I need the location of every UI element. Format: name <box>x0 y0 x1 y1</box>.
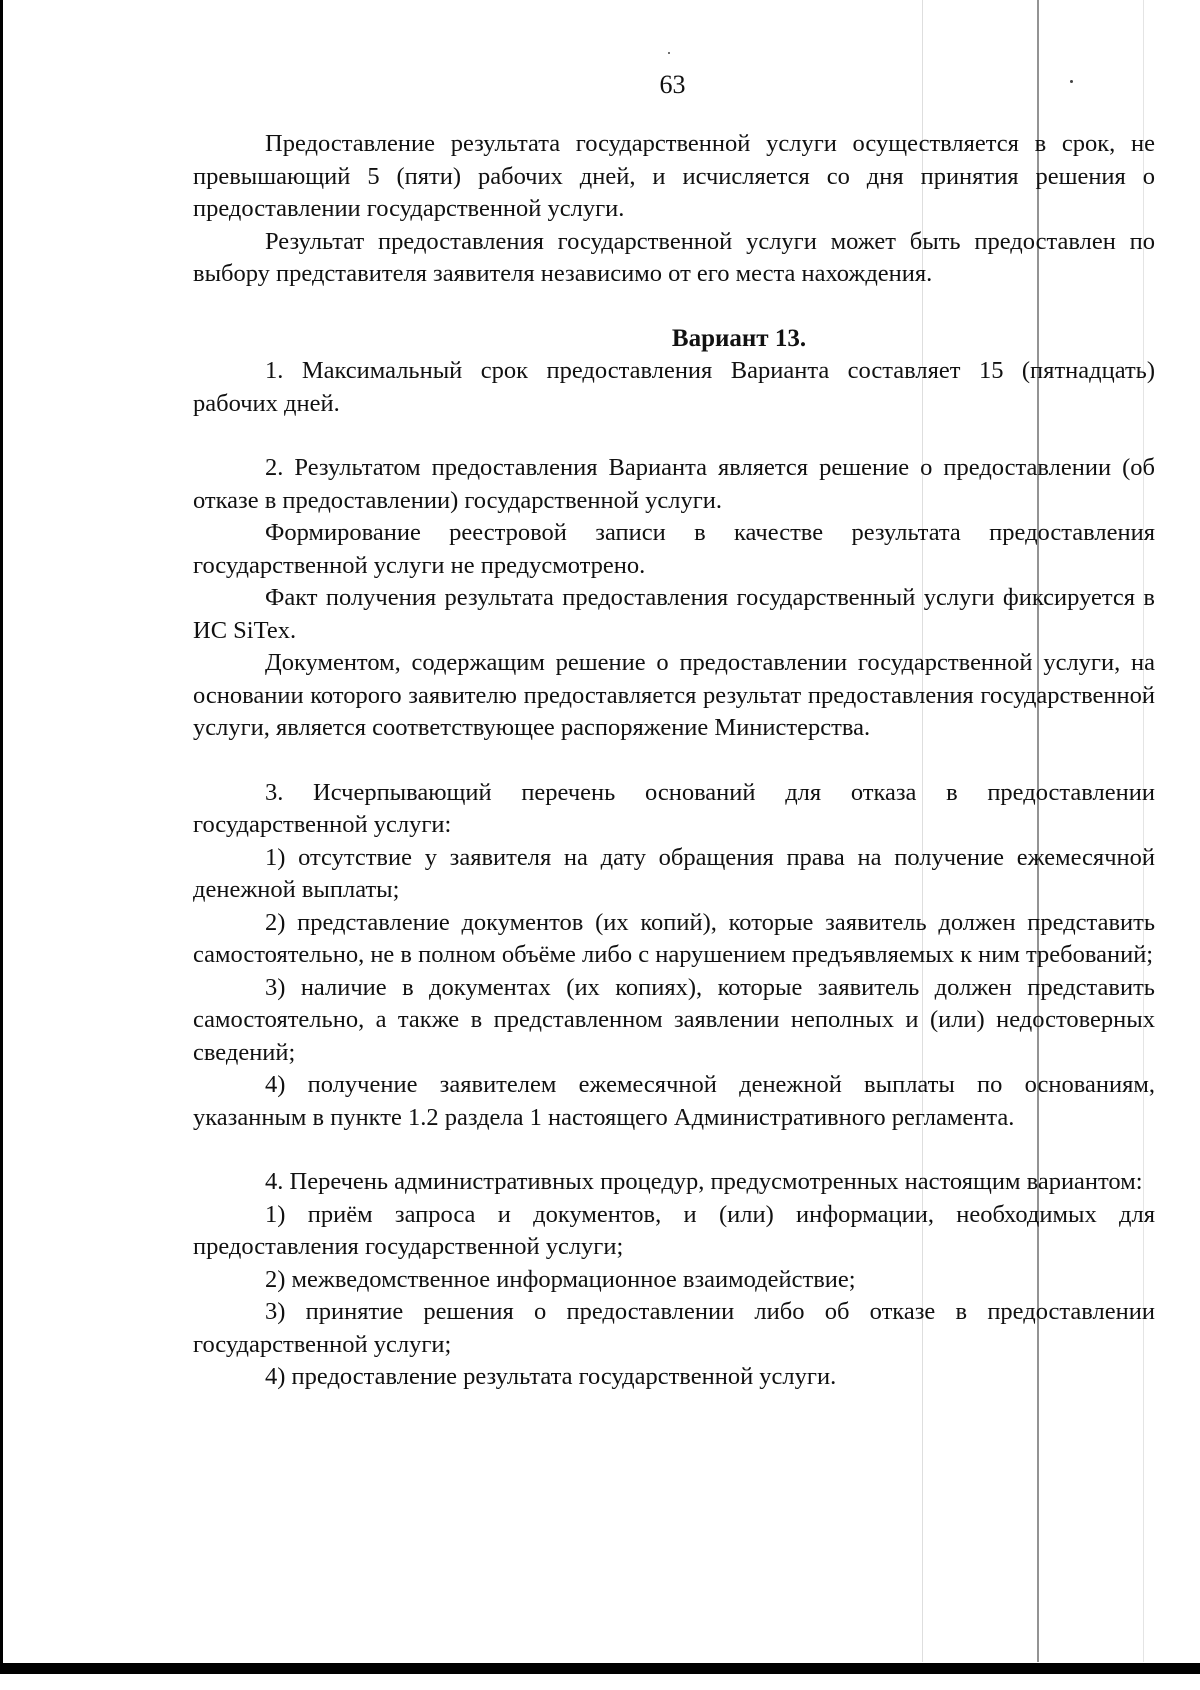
procedure-2: 2) межведомственное информационное взаимодействие; <box>265 1265 856 1293</box>
scan-bottom-edge <box>0 1663 1200 1674</box>
procedure-3: 3) принятие решения о предоставлении либо об отказе в предоставлении государственной услуги; <box>193 1298 1155 1358</box>
refusal-ground-3: 3) наличие в документах (их копиях), которые заявитель должен представить самостоятельно, а также в представленном заявлении неполных и (или) недостоверных сведений; <box>193 973 1155 1066</box>
item-2-result: 2. Результатом предоставления Варианта является решение о предоставлении (об отказе в предоставлении) государственной услуги. <box>193 454 1155 514</box>
document-body <box>193 128 1155 1394</box>
scan-left-edge <box>0 0 3 1674</box>
page-number: 63 <box>659 70 686 99</box>
paragraph-result-delivery: Результат предоставления государственной услуги может быть предоставлен по выбору представителя заявителя независимо от его места нахождения. <box>193 227 1155 287</box>
paragraph-result-fact: Факт получения результата предоставления государственный услуги фиксируется в ИС SiTex. <box>193 584 1155 644</box>
paragraph-decision-document: Документом, содержащим решение о предоставлении государственной услуги, на основании которого заявителю предоставляется результат предоставления государственной услуги, является соответствующее распоряжение Министерства. <box>193 649 1155 741</box>
paragraph-registry-record: Формирование реестровой записи в качестве результата предоставления государственной услуги не предусмотрено. <box>193 519 1155 579</box>
scan-speck <box>1070 80 1073 83</box>
refusal-ground-2: 2) представление документов (их копий), которые заявитель должен представить самостоятельно, не в полном объёме либо с нарушением предъявляемых к ним требований; <box>193 908 1155 968</box>
procedure-1: 1) приём запроса и документов, и (или) информации, необходимых для предоставления государственной услуги; <box>193 1200 1155 1260</box>
section-heading: Вариант 13. <box>671 324 807 352</box>
item-1-max-term: 1. Максимальный срок предоставления Варианта составляет 15 (пятнадцать) рабочих дней. <box>193 357 1155 417</box>
paragraph-result-term: Предоставление результата государственной услуги осуществляется в срок, не превышающий 5 (пяти) рабочих дней, и исчисляется со дня принятия решения о предоставлении государственной услуги. <box>193 130 1155 222</box>
scan-speck <box>668 52 670 54</box>
procedure-4: 4) предоставление результата государственной услуги. <box>265 1363 837 1390</box>
refusal-ground-1: 1) отсутствие у заявителя на дату обращения права на получение ежемесячной денежной выплаты; <box>193 843 1155 903</box>
item-3-refusal-grounds: 3. Исчерпывающий перечень оснований для отказа в предоставлении государственной услуги: <box>193 778 1155 838</box>
item-4-procedures: 4. Перечень административных процедур, предусмотренных настоящим вариантом: <box>265 1168 1143 1195</box>
spacer <box>193 291 1155 323</box>
spacer <box>193 1134 1155 1166</box>
spacer <box>193 745 1155 777</box>
spacer <box>193 420 1155 452</box>
refusal-ground-4: 4) получение заявителем ежемесячной денежной выплаты по основаниям, указанным в пункте 1.2 раздела 1 настоящего Административного регламента. <box>193 1071 1155 1131</box>
